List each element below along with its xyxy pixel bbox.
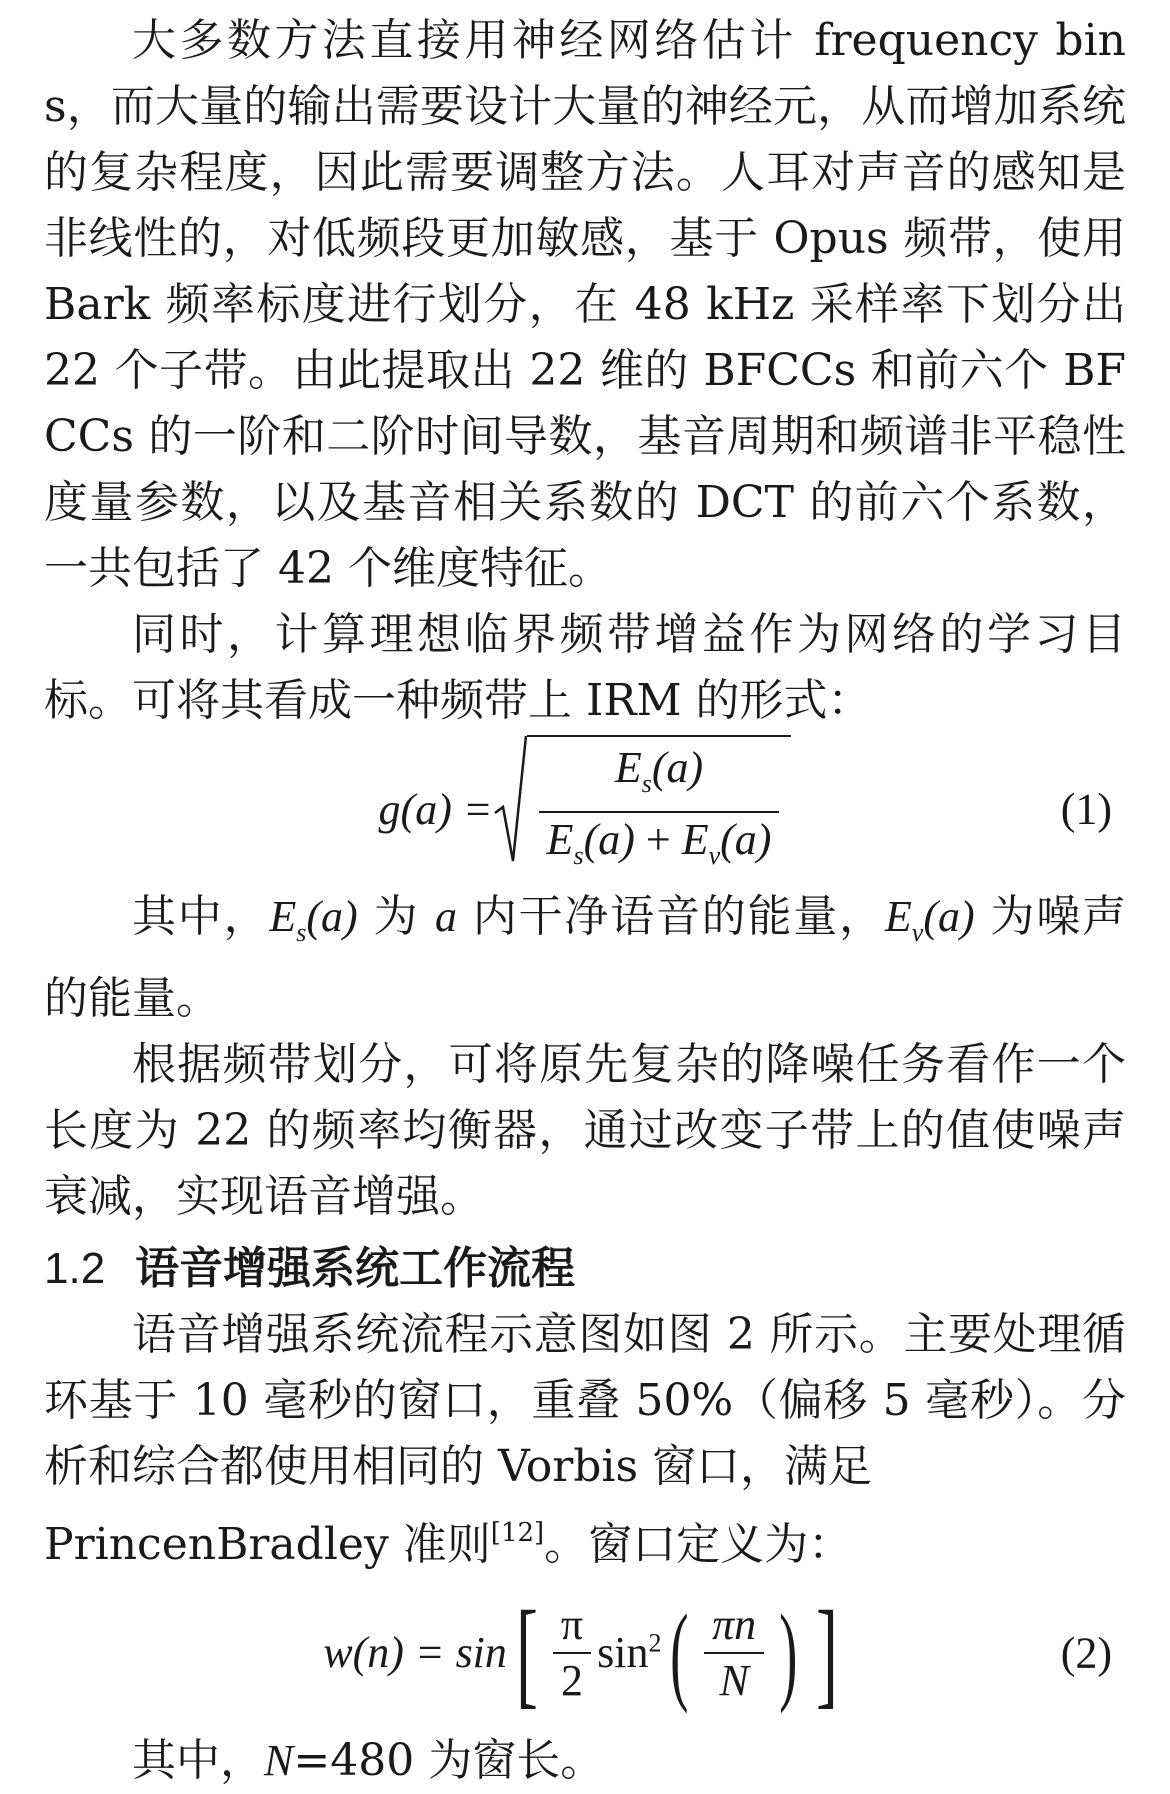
eq1-denominator: $E_s(a) + E_v(a)$ — [546, 815, 772, 870]
eq2-pin-over-N: $\frac{\pi n}{N}$ — [704, 1598, 764, 1708]
left-paren-icon: ( — [670, 1591, 689, 1714]
eq1-fraction — [539, 741, 780, 883]
eq1-sqrt — [493, 735, 792, 883]
eq2-sin-squared: $\sin^2$ — [597, 1628, 662, 1678]
paragraph-window-length: 其中，N=480 为窗长。 — [132, 1734, 605, 1786]
section-heading — [44, 1236, 1126, 1302]
equation-2 — [44, 1578, 1126, 1728]
radical-sign-icon — [493, 735, 527, 865]
left-bracket-icon: [ — [515, 1585, 538, 1719]
eq2-pi-over-2: $\frac{\pi}{2}$ — [553, 1598, 591, 1708]
citation-12: [12] — [490, 1517, 545, 1548]
equation-1-number: (1) — [1060, 784, 1112, 834]
paragraph-window-criterion: PrincenBradley 准则[12]。窗口定义为： — [44, 1517, 853, 1570]
section-number: 1.2 — [44, 1243, 106, 1293]
document-page — [44, 8, 1126, 1794]
paragraph-features: 大多数方法直接用神经网络估计 frequency bins，而大量的输出需要设计大量的神经元，从而增加系统的复杂程度，因此需要调整方法。人耳对声音的感知是非线性的，对低频段更加敏感，基于 Opus 频带，使用 Bark 频率标度进行划分，在 48 kHz 采样率下划分出 22 个子带。由此提取出 22 维的 BFCCs 和前六个 BFCCs 的一阶和二阶时间导数，基音周期和频谱非平稳性度量参数，以及基音相关系数的 DCT 的前六个系数，一共包括了 42 个维度特征。 — [44, 15, 1126, 594]
paragraph-gain-target: 同时，计算理想临界频带增益作为网络的学习目标。可将其看成一种频带上 IRM 的形式： — [44, 609, 1126, 726]
eq1-numerator: $E_s(a)$ — [614, 743, 704, 798]
right-bracket-icon: ] — [815, 1585, 838, 1719]
paragraph-workflow: 语音增强系统流程示意图如图 2 所示。主要处理循环基于 10 毫秒的窗口，重叠 50%（偏移 5 毫秒）。分析和综合都使用相同的 Vorbis 窗口，满足 — [44, 1308, 1126, 1492]
equation-1 — [44, 734, 1126, 884]
eq1-lhs: g(a) = — [378, 784, 493, 834]
eq2-lhs: w(n) = sin — [323, 1628, 507, 1678]
paragraph-equalizer: 根据频带划分，可将原先复杂的降噪任务看作一个长度为 22 的频率均衡器，通过改变子带上的值使噪声衰减，实现语音增强。 — [44, 1038, 1126, 1222]
paragraph-energy-def: 其中，$E_s(a)$ 为 a 内干净语音的能量，$E_v(a)$ 为噪声的能量。 — [44, 891, 1126, 1024]
section-title: 语音增强系统工作流程 — [135, 1242, 576, 1294]
right-paren-icon: ) — [779, 1591, 798, 1714]
equation-2-number: (2) — [1060, 1628, 1112, 1678]
